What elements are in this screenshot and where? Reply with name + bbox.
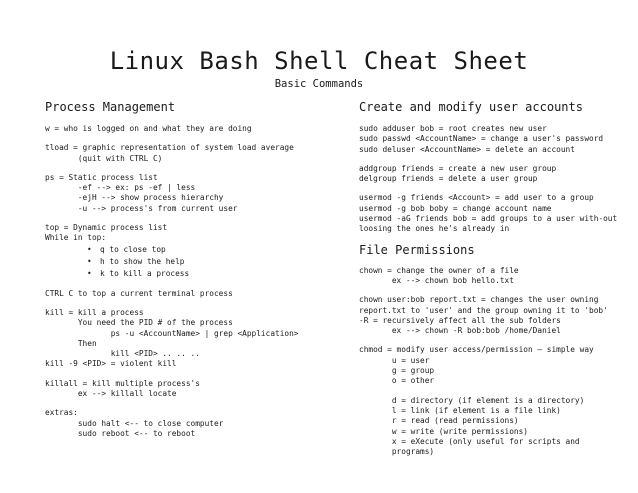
text-line: delgroup friends = delete a user group (359, 174, 538, 184)
text-line: ex --> killall locate (45, 389, 177, 399)
text-line: ps = Static process list (45, 172, 158, 182)
text-line: top = Dynamic process list (45, 223, 168, 233)
text-line: r = read (read permissions) (359, 416, 519, 426)
text-line: g = group (359, 366, 435, 376)
top-keys-list (45, 244, 335, 280)
list-item: • q to close top (87, 244, 166, 254)
permission-flags-block (359, 396, 631, 458)
text-line: (quit with CTRL C) (45, 153, 163, 163)
kill-block (45, 308, 335, 370)
text-line: Then (45, 338, 97, 348)
text-line: tload = graphic representation of system load average (45, 143, 294, 153)
ctrl-c-block (45, 289, 335, 299)
text-line: ps -u <AccountName> | grep <Application> (45, 328, 299, 338)
user-accounts-heading: Create and modify user accounts (359, 100, 583, 114)
chmod-block (359, 345, 631, 386)
right-column (359, 100, 631, 457)
text-line: CTRL C to top a current terminal process (45, 288, 233, 298)
text-line: d = directory (if element is a directory) (359, 395, 585, 405)
text-line: sudo halt <-- to close computer (45, 418, 224, 428)
adduser-block (359, 124, 631, 155)
text-line: extras: (45, 408, 78, 418)
text-line: w = write (write permissions) (359, 426, 528, 436)
text-line: w = who is logged on and what they are doing (45, 124, 252, 133)
text-line: You need the PID # of the process (45, 318, 233, 328)
text-line: chmod = modify user access/permission – simple way (359, 345, 594, 355)
text-line: programs) (359, 447, 435, 457)
page-subtitle: Basic Commands (274, 78, 364, 90)
usermod-block (359, 193, 631, 214)
text-line: -ef --> ex: ps -ef | less (45, 183, 196, 193)
text-line: x = eXecute (only useful for scripts and (359, 436, 580, 446)
who-block (45, 124, 335, 134)
file-permissions-heading: File Permissions (359, 242, 475, 257)
text-line: ex --> chown bob hello.txt (359, 275, 514, 285)
chown-block (359, 266, 631, 287)
text-line: u = user (359, 355, 430, 365)
text-line: o = other (359, 376, 435, 386)
page-title: Linux Bash Shell Cheat Sheet (109, 47, 529, 75)
killall-block (45, 379, 335, 400)
text-line: sudo adduser bob = root creates new user (359, 124, 547, 133)
text-line: l = link (if element is a file link) (359, 405, 561, 415)
left-column (45, 100, 335, 439)
ps-block (45, 173, 335, 214)
list-item: • h to show the help (87, 256, 185, 266)
tload-block (45, 143, 335, 164)
text-line: usermod -g bob boby = change account name (359, 203, 552, 213)
text-line: chown = change the owner of a file (359, 265, 519, 275)
chown-user-line: chown user:bob report.txt = changes the user owning report.txt to 'user' and the group owning it to 'bob' (359, 295, 608, 315)
usermod-ag-line: usermod -aG friends bob = add groups to a user with-out loosing the ones he's already in (359, 214, 618, 234)
text-line: usermod -g friends <Account> = add user to a group (359, 193, 594, 203)
text-line: ex --> chown -R bob:bob /home/Daniel (359, 326, 561, 336)
text-line: -u --> process's from current user (45, 203, 238, 213)
text-line: sudo deluser <AccountName> = delete an account (359, 144, 575, 154)
text-line: sudo reboot <-- to reboot (45, 428, 196, 438)
text-line: -R = recursively affect all the sub folders (359, 315, 561, 325)
group-block (359, 164, 631, 185)
top-block (45, 223, 335, 244)
text-line: addgroup friends = create a new user group (359, 163, 557, 173)
text-line: kill -9 <PID> = violent kill (45, 359, 177, 369)
extras-block (45, 408, 335, 439)
recursive-block (359, 316, 631, 337)
process-management-heading: Process Management (45, 100, 176, 114)
text-line: killall = kill multiple process's (45, 378, 200, 388)
list-item: • k to kill a process (87, 268, 190, 278)
text-line: While in top: (45, 233, 107, 243)
text-line: kill <PID> .. .. .. (45, 349, 200, 359)
text-line: -ejH --> show process hierarchy (45, 193, 224, 203)
text-line: sudo passwd <AccountName> = change a user's password (359, 134, 604, 144)
text-line: kill = kill a process (45, 307, 144, 317)
